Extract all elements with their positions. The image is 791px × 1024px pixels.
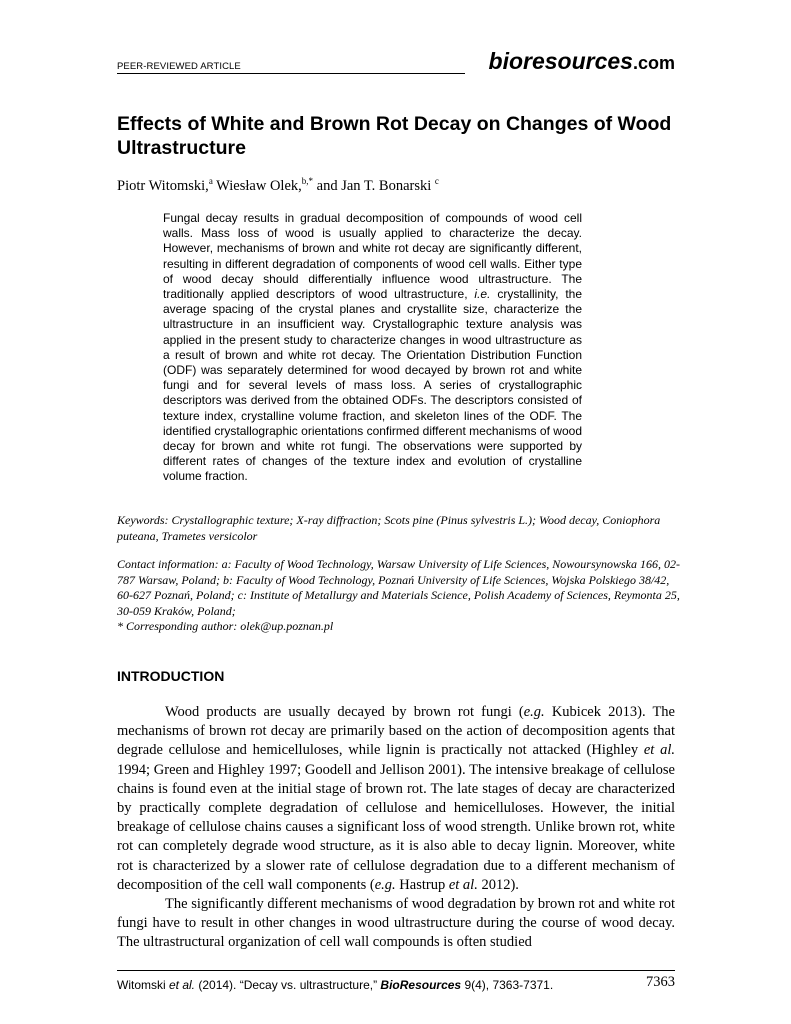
journal-brand[interactable] bbox=[489, 48, 675, 75]
journal-header bbox=[117, 48, 675, 78]
page-number: 7363 bbox=[646, 974, 675, 990]
page-footer bbox=[117, 970, 675, 992]
author-2-affiliation: b,* bbox=[301, 176, 314, 186]
journal-name: BioResources bbox=[380, 978, 462, 992]
intro-paragraph-2: The significantly different mechanisms of wood degradation by brown rot and white rot fungi have to result in other changes in wood ultrastructure during the course of wood decay. The ultrastructural organization of cell wall compounds is often studied bbox=[117, 896, 675, 951]
contact-information bbox=[117, 557, 682, 635]
corresponding-star: * bbox=[308, 176, 314, 186]
author-3-affiliation: c bbox=[434, 176, 439, 186]
author-2: Wiesław Olek, bbox=[212, 177, 302, 194]
contact-affiliations: Contact information: a: Faculty of Wood Technology, Warsaw University of Life Sciences, Nowoursynowska 166, 02-787 Warsaw, Poland; b: Faculty of Wood Technology, Poznań University of Life Sciences, Wojska Polskiego 38/42, 60-627 Poznań, Poland; c: Institute of Metallurgy and Materials Science, Polish Academy of Sciences, Reymonta 25, 30-059 Kraków, Poland; bbox=[117, 557, 680, 618]
journal-brand-name: bioresources bbox=[488, 48, 633, 74]
keywords-text: Keywords: Crystallographic texture; X-ray diffraction; Scots pine (Pinus sylvestris L.); Wood decay, Coniophora puteana, Trametes versicolor bbox=[117, 513, 661, 543]
journal-brand-suffix: .com bbox=[632, 53, 675, 73]
abstract bbox=[163, 211, 582, 485]
abstract-ie: i.e. bbox=[474, 287, 491, 302]
article-type-label: PEER-REVIEWED ARTICLE bbox=[117, 61, 241, 72]
author-line bbox=[117, 176, 439, 195]
abstract-part-2: crystallinity, the average spacing of the crystal planes and crystallite size, characterize the ultrastructure in an insufficient way. Crystallographic texture analysis was applied in the present study to characterize changes in wood ultrastructure as a result of brown and white rot decay. The Orientation Distribution Function (ODF) was separately determined for wood decayed by brown rot and white fungi and for several levels of mass loss. A series of crystallographic descriptors was derived from the obtained ODFs. The descriptors consisted of texture index, crystalline volume fraction, and skeleton lines of the ODF. The identified crystallographic orientations confirmed different mechanisms of wood decay for brown and white rot fungi. The observations were supported by different rates of changes of the texture index and evolution of crystalline volume fraction. bbox=[163, 287, 582, 484]
introduction-body bbox=[117, 703, 675, 953]
keywords bbox=[117, 513, 677, 544]
intro-paragraph-1: Wood products are usually decayed by brown rot fungi (e.g. Kubicek 2013). The mechanisms of brown rot decay are primarily based on the action of decomposition agents that degrade cellulose and hemicelluloses, while lignin is practically not attacked (Highley et al. 1994; Green and Highley 1997; Goodell and Jellison 2001). The intensive breakage of cellulose chains is found even at the initial stage of brown rot. The late stages of decay are characterized by practically complete degradation of cellulose and hemicelluloses. However, the initial breakage of cellulose chains causes a significant loss of wood strength. Unlike brown rot, white rot can completely degrade wood structure, as it is also able to decay lignin. Moreover, white rot is characterized by a slower rate of cellulose degradation due to a different mechanism of decomposition of the cell wall components (e.g. Hastrup et al. 2012). bbox=[117, 704, 675, 893]
author-1-affiliation: a bbox=[208, 176, 213, 186]
author-1: Piotr Witomski, bbox=[117, 177, 209, 194]
header-rule bbox=[117, 73, 465, 74]
abstract-part-1: Fungal decay results in gradual decomposition of compounds of wood cell walls. Mass loss of wood is usually applied to characterize the decay. However, mechanisms of brown and white rot decay are significantly different, resulting in different degradation of components of wood cell walls. Either type of wood decay should differentially influence wood ultrastructure. The traditionally applied descriptors of wood ultrastructure, bbox=[163, 211, 582, 302]
section-heading-introduction: INTRODUCTION bbox=[117, 668, 225, 684]
author-3: and Jan T. Bonarski bbox=[313, 177, 435, 194]
article-title: Effects of White and Brown Rot Decay on Changes of Wood Ultrastructure bbox=[117, 113, 672, 159]
corresponding-author: * Corresponding author: olek@up.poznan.pl bbox=[117, 619, 334, 633]
citation-line: Witomski et al. (2014). “Decay vs. ultrastructure,” BioResources 9(4), 7363-7371. bbox=[117, 978, 554, 992]
